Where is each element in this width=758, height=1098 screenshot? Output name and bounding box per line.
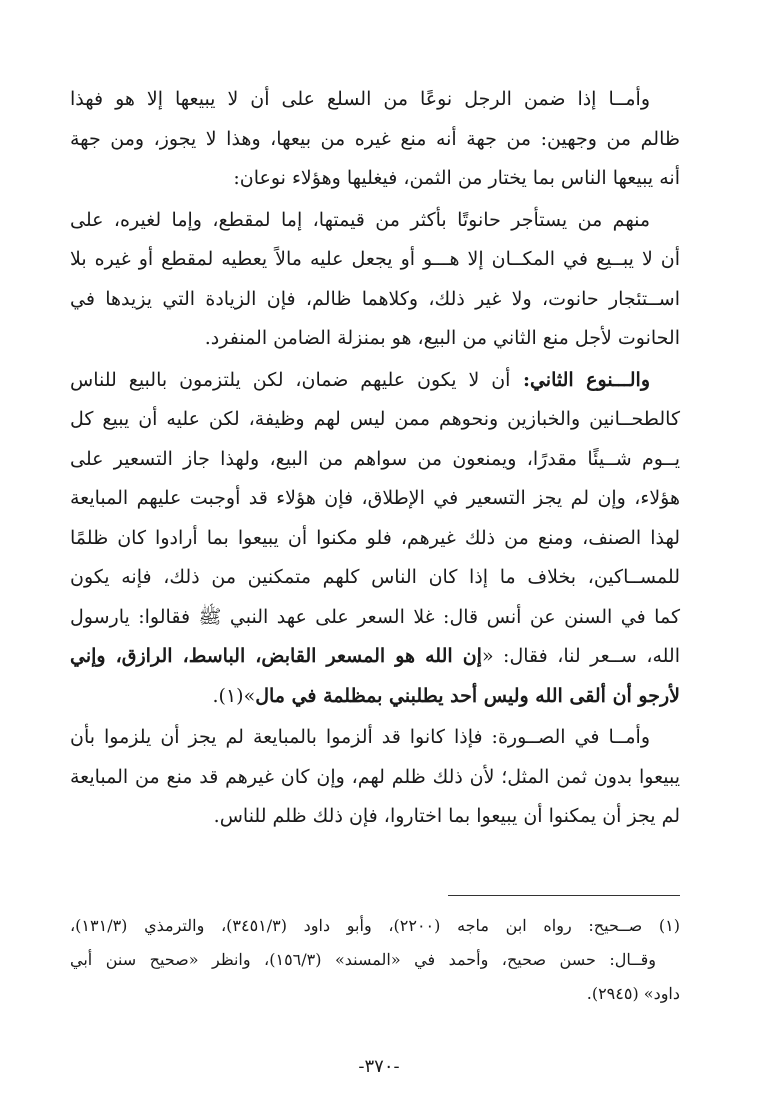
text-line: هؤلاء، وإن لم يجز التسعير في الإطلاق، فإن هؤلاء قد أوجبت عليهم المبايعة [70, 487, 680, 509]
footnotes [70, 909, 680, 1011]
text-line: وأمــا في الصــورة: فإذا كانوا قد ألزموا بالمبايعة لم يجز أن يلزموا بأن [70, 726, 650, 748]
text-line: كالطحــانين والخبازين ونحوهم ممن ليس لهم وظيفة، لكن عليه أن يبيع كل [70, 408, 680, 430]
text-line: أن لا يبــيع في المكــان إلا هـــو أو يجعل عليه مالاً يعطيه لمقطع أو غيره بلا [70, 248, 680, 270]
footnote-line: (١) صــحيح: رواه ابن ماجه (٢٢٠٠)، وأبو داود (٣٤٥١/٣)، والترمذي (١٣١/٣)، [70, 916, 680, 935]
text-line: لهذا الصنف، ومنع من ذلك غيرهم، فلو مكنوا أن يبيعوا بما أرادوا كان ظلمًا [70, 526, 680, 549]
footnote-reference: »(١). [212, 684, 256, 707]
text-line: للمســاكين، بخلاف ما إذا كان الناس كلهم متمكنين من ذلك، فإنه يكون [70, 566, 680, 588]
text-span: الله، ســعر لنا، فقال: « [481, 645, 681, 667]
main-text [70, 80, 680, 837]
text-line: اســتئجار حانوت، ولا غير ذلك، وكلاهما ظالم، فإن الزيادة التي يزيدها في [70, 287, 680, 310]
text-line: لم يجز أن يمكنوا أن يبيعوا بما اختاروا، فإن ذلك ظلم للناس. [213, 805, 680, 827]
footnote-line: داود» (٢٩٤٥). [586, 984, 680, 1003]
text-line: منهم من يستأجر حانوتًا بأكثر من قيمتها، إما لمقطع، وإما لغيره، على [70, 208, 650, 231]
text-line: يــوم شــيئًا مقدرًا، ويمنعون من سواهم من البيع، ولهذا جاز التسعير على [70, 447, 680, 470]
text-line: وأمــا إذا ضمن الرجل نوعًا من السلع على أن لا يبيعها إلا هو فهذا [70, 88, 650, 110]
text-line: أنه يبيعها الناس بما يختار من الثمن، فيغليها وهؤلاء نوعان: [233, 167, 680, 189]
hadith-quote: لأرجو أن ألقى الله وليس أحد يطلبني بمظلمة في مال [255, 684, 680, 707]
hadith-quote: إن الله هو المسعر القابض، الباسط، الرازق، وإني [70, 645, 482, 667]
text-line: ظالم من وجهين: من جهة أنه منع غيره من بيعها، وهذا لا يجوز، ومن جهة [70, 127, 680, 150]
section-heading: والـــنوع الثاني: [510, 368, 650, 391]
text-span: أن لا يكون عليهم ضمان، لكن يلتزمون بالبيع للناس [70, 368, 511, 391]
text-line [70, 361, 680, 401]
page-number: -٣٧٠- [358, 1056, 400, 1077]
text-line [70, 677, 680, 717]
text-line: كما في السنن عن أنس قال: غلا السعر على عهد النبي ﷺ فقالوا: يارسول [70, 605, 680, 628]
footnote-line: وقــال: حسن صحيح، وأحمد في «المسند» (١٥٦/٣)، وانظر «صحيح سنن أبي [70, 950, 656, 969]
text-line: الحانوت لأجل منع الثاني من البيع، هو بمنزلة الضامن المنفرد. [204, 327, 680, 349]
footnote-divider [448, 895, 680, 896]
text-line: يبيعوا بدون ثمن المثل؛ لأن ذلك ظلم لهم، وإن كان غيرهم قد منع من المبايعة [70, 765, 680, 788]
text-line [70, 637, 680, 677]
